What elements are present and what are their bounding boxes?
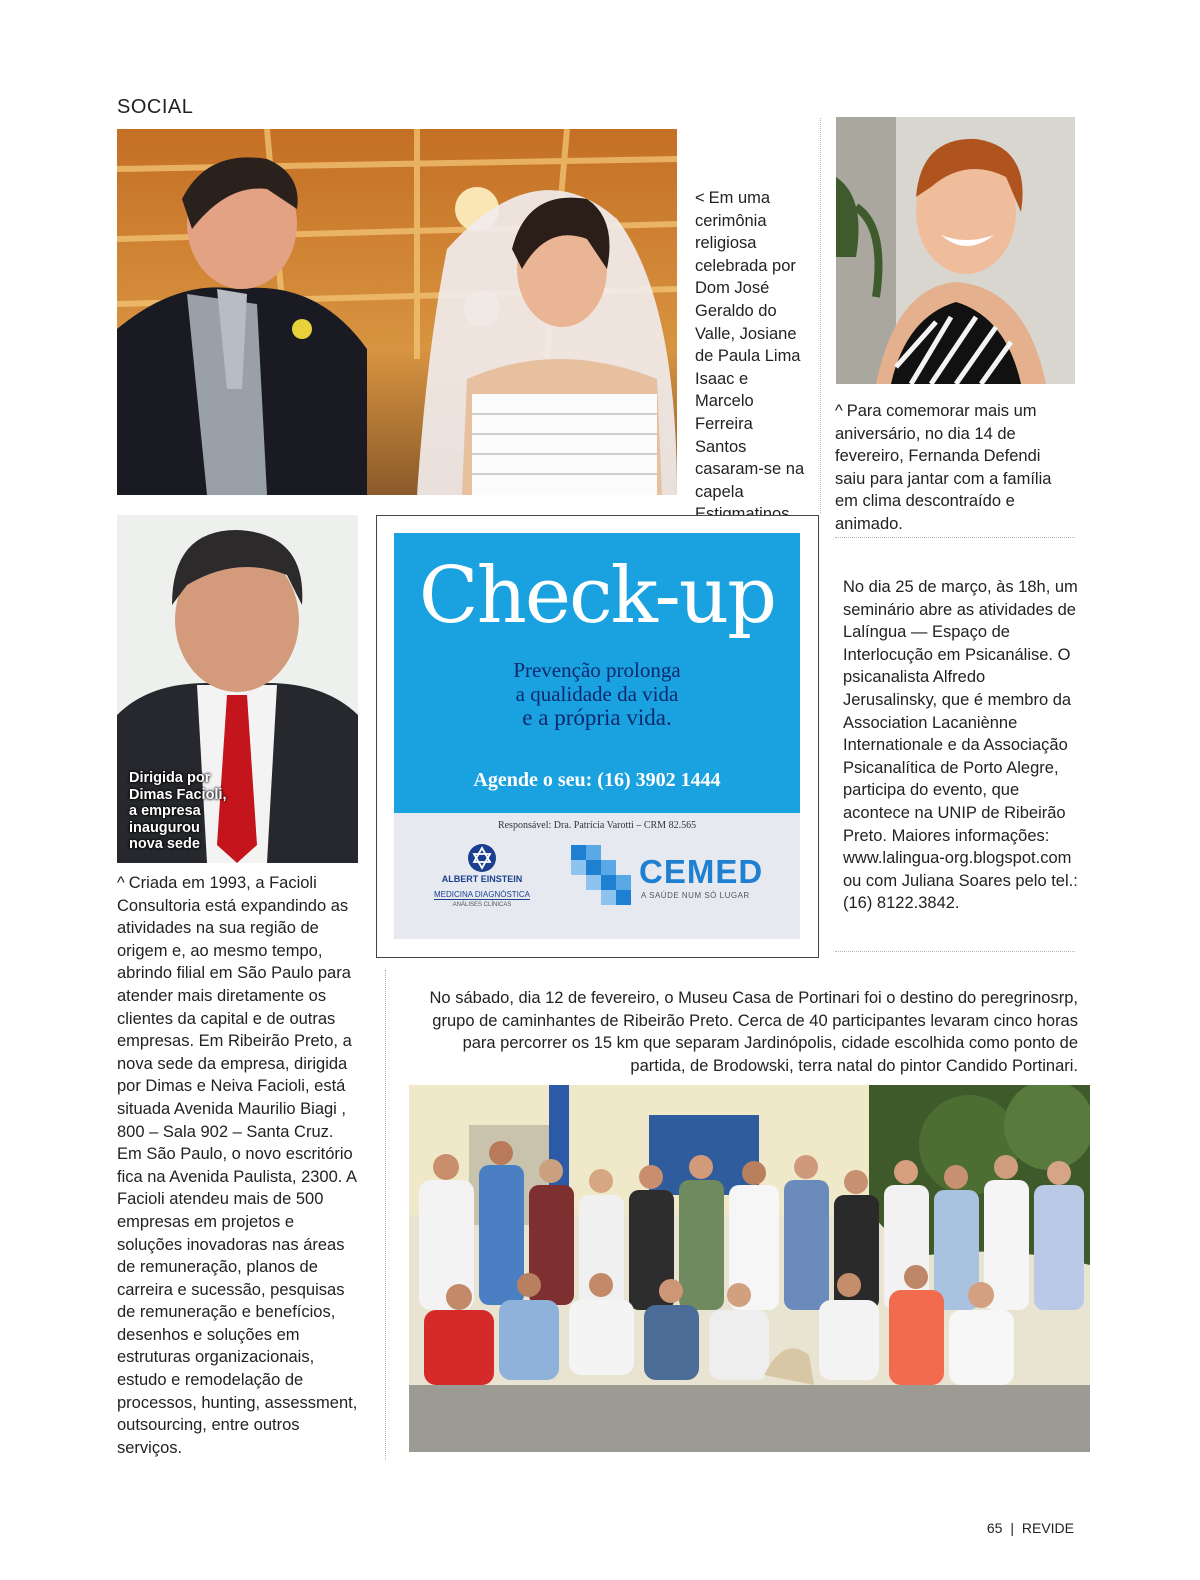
cemed-mosaic-icon xyxy=(571,845,631,905)
facioli-article-text: Criada em 1993, a Facioli Consultoria está expandindo as atividades na sua região de origem e, ao mesmo tempo, abrindo filial em São Paulo para atender mais diretamente os clientes da capital e de outras empresas. Em Ribeirão Preto, a nova sede da empresa, dirigida por Dimas e Neiva Facioli, está situada Avenida Maurilio Biagi , 800 – Sala 902 – Santa Cruz. Em São Paulo, o novo escritório fica na Avenida Paulista, 2300. A Facioli atendeu mais de 500 empresas em projetos e soluções inovadoras nas áreas de remuneração, planos de carreira e sucessão, pesquisas de remuneração e benefícios, desenhos e soluções em estruturas organizacionais, estudo e remodelação de processos, hunting, assessment, outsourcing, entre outros serviços. xyxy=(117,874,358,1457)
page-number: 65 xyxy=(986,1520,1003,1536)
lalingua-article: No dia 25 de março, às 18h, um seminário abre as atividades de Lalíngua — Espaço de Interlocução em Psicanálise. O psicanalista Alfredo Jerusalinsky, que é membro da Association Lacaniènne Internationale e da Associação Psicanalítica de Porto Alegre, participa do evento, que acontece na UNIP de Ribeirão Preto. Maiores informações: www.lalingua-org.blogspot.com ou com Juliana Soares pelo tel.: (16) 8122.3842. xyxy=(843,578,1078,913)
footer-separator: | xyxy=(1010,1520,1014,1536)
section-label: SOCIAL xyxy=(117,96,194,118)
ad-blue-panel xyxy=(394,533,800,813)
cemed-name: CEMED xyxy=(639,853,764,890)
facioli-article xyxy=(117,872,361,1459)
row-divider xyxy=(835,951,1075,952)
birthday-photo xyxy=(836,117,1075,384)
portrait-overlay-caption: Dirigida por Dimas Facioli, a empresa inaugurou nova sede xyxy=(129,770,227,852)
cemed-logo xyxy=(571,845,791,905)
facioli-portrait xyxy=(117,515,358,863)
ad-subtitle-line: e a própria vida. xyxy=(522,705,672,730)
hikers-group-photo xyxy=(409,1085,1090,1452)
birthday-caption-text: Para comemorar mais um aniversário, no dia 14 de fevereiro, Fernanda Defendi saiu para jantar com a família em clima descontraído e animado. xyxy=(835,402,1052,533)
ad-responsible: Responsável: Dra. Patrícia Varotti – CRM 82.565 xyxy=(497,820,697,831)
column-divider xyxy=(820,118,821,513)
ad-subtitle-line: a qualidade da vida xyxy=(515,682,679,706)
einstein-sub: MEDICINA DIAGNÓSTICA xyxy=(433,890,530,899)
row-divider xyxy=(835,537,1075,538)
portinari-article: No sábado, dia 12 de fevereiro, o Museu Casa de Portinari foi o destino do peregrinosrp, grupo de caminhantes de Ribeirão Preto. Cerca de 40 participantes levaram cinco horas para percorrer os 15 km que separam Jardinópolis, cidade escolhida como ponto de partida, de Brodowski, terra natal do pintor Candido Portinari. xyxy=(429,989,1078,1075)
einstein-logo xyxy=(412,843,552,913)
caption-arrow-up-icon: ^ xyxy=(117,874,125,892)
wedding-caption-text: Em uma cerimônia religiosa celebrada por Dom José Geraldo do Valle, Josiane de Paula Lima Isaac e Marcelo Ferreira Santos casaram-se na capela xyxy=(695,189,805,501)
page-footer xyxy=(987,1520,1074,1536)
star-of-david-icon xyxy=(467,843,497,873)
ad-phone: Agende o seu: (16) 3902 1444 xyxy=(473,769,721,791)
wedding-caption xyxy=(695,187,807,526)
column-divider xyxy=(385,970,386,1460)
einstein-sub2: ANÁLISES CLÍNICAS xyxy=(452,902,512,908)
cemed-tagline: A SAÚDE NUM SÓ LUGAR xyxy=(641,891,750,900)
ad-logo-panel xyxy=(394,813,800,939)
caption-arrow-left-icon: < xyxy=(695,189,705,207)
wedding-photo xyxy=(117,129,677,495)
einstein-name: ALBERT EINSTEIN xyxy=(441,874,523,884)
ad-title: Check-up xyxy=(418,551,776,641)
magazine-name: REVIDE xyxy=(1021,1520,1074,1536)
caption-arrow-up-icon: ^ xyxy=(835,402,843,420)
birthday-caption xyxy=(835,400,1075,536)
ad-subtitle xyxy=(394,658,800,730)
ad-subtitle-line: Prevenção prolonga xyxy=(513,658,681,682)
